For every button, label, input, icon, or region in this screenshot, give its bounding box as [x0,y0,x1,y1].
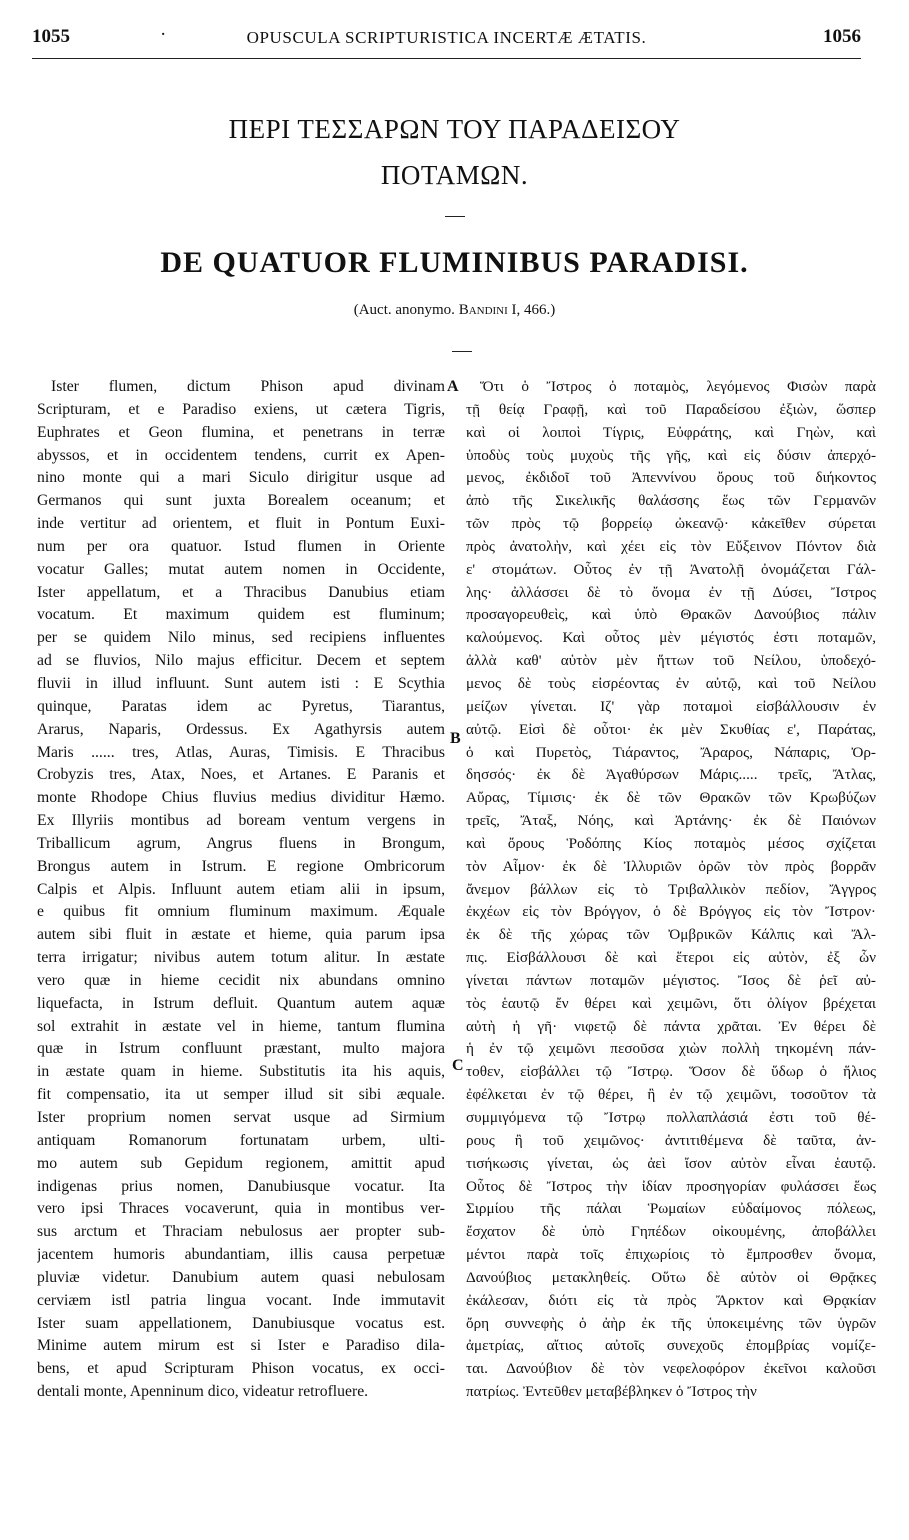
latin-text-line: bens, et apud Scripturam Phison vocatus, ex occi- [37,1360,445,1378]
greek-text-line: δησσός· ἐκ δὲ Ἀγαθύρσων Μάρις..... τρεῖς, Ἄτλας, [466,766,876,784]
latin-text-line: quinque, Paratas idem ac Pyretus, Tiarantus, [37,697,445,715]
latin-text-line: Calpis et Alpis. Influunt autem etiam alii in ipsum, [37,880,445,898]
greek-text-line: τῇ θείᾳ Γραφῇ, καὶ τοῦ Παραδείσου ἐξιὼν, ὥσπερ [466,400,876,418]
latin-text-line: nino monte qui a mari Siculo dirigitur usque ad [37,469,445,487]
latin-text-line: dentali monte, Apenninum dico, videatur retrofluere. [37,1383,369,1401]
running-title: OPUSCULA SCRIPTURISTICA INCERTÆ ÆTATIS. [246,28,647,47]
greek-text-line: τρεῖς, Ἄταξ, Νόης, καὶ Ἀρτάνης· ἐκ δὲ Παιόνων [466,812,876,830]
greek-text-line: συμμιγόμενα τῷ Ἴστρῳ πολλαπλάσιά ἐστι τοῦ θέ- [466,1109,876,1126]
greek-text-line: ὄρη συννεφὴς ὁ ἀὴρ ἐκ τῆς ὑποκειμένης τῶν ὑγρῶν [466,1314,876,1332]
header-rule [32,58,861,59]
latin-text-line: e quibus fit omnium fluminum maximum. Æquale [37,903,445,921]
margin-marker-c: C [452,1057,464,1074]
latin-text-line: indigenas prius nomen, Danubiusque vocatur. Ita [37,1177,445,1195]
greek-text-line: αὐτὴ ἡ γῆ· νιφετῷ δὲ πάντα χρᾶται. Ἐν θέρει δὲ [466,1017,876,1035]
greek-text-line: Ὅτι ὁ Ἴστρος ὁ ποταμὸς, λεγόμενος Φισὼν παρὰ [480,378,876,395]
latin-text-line: jacentem humoris abundantiam, illis causa perpetuæ [37,1246,445,1264]
latin-text-line: vocatum. Et maximum quidem est fluminum; [37,606,445,624]
greek-text-line: καὶ ὄρους Ῥοδόπης Κίος ποταμὸς μέσος σχίζεται [466,834,876,852]
latin-text-line: terra irrigatur; nivibus autem totum alitur. In æstate [37,949,445,967]
greek-text-line: ἀλλὰ καθ' αὑτὸν μὲν ἥττων τοῦ Νείλου, ὑποδεχό- [466,652,876,670]
greek-text-line: πρὸς ἀνατολὴν, καὶ χέει εἰς τὸν Εὔξεινον Πόντον διὰ [466,537,876,555]
greek-text-line: μενος, ἐκδιδοῖ τοῦ Ἀπεννίνου ὄρους τοῦ διήκοντος [466,469,876,487]
greek-text-line: αὐτῷ. Εἰσὶ δὲ οὗτοι· ἐκ μὲν Σκυθίας ε', Παράτας, [466,720,876,738]
latin-text-line: Ister proprium nomen servat usque ad Sirmium [37,1109,445,1126]
greek-text-line: ἡ ἐν τῷ χειμῶνι πεσοῦσα χιὼν πολλὴ τηκομένη πάν- [466,1040,876,1058]
latin-text-line: vero ipsi Thraces vocaverunt, quia in montibus ver- [37,1200,445,1218]
greek-text-line: καὶ οἱ λοιποὶ Τίγρις, Εὐφράτης, καὶ Γηὼν, καὶ [466,423,876,441]
latin-text-line: Germanos qui sunt juxta Borealem oceanum; et [37,492,445,510]
latin-text-line: abyssos, et in occidentem tendens, currit ex Apen- [37,446,445,464]
latin-text-line: fit compensatio, ita ut semper illud sit sibi æquale. [37,1086,445,1104]
latin-text-line: Triballicum agrum, Angrus fluens in Brongum, [37,834,445,852]
greek-text-line: τισήκωσις γίνεται, ὡς ἀεὶ ἴσον αὐτὸν εἶναι ἑαυτῷ. [466,1154,876,1172]
greek-text-line: ε' στομάτων. Οὗτος ἐν τῇ Ἀνατολῇ ὀνομάζεται Γάλ- [466,560,876,578]
greek-text-line: μενος δὲ τοὺς εἰσρέοντας ἐν αὐτῷ, καὶ τοῦ Νείλου [466,674,876,692]
greek-text-line: τῶν πρὸς τῷ βορρείῳ ὠκεανῷ· κἀκεῖθεν σύρεται [466,515,876,533]
latin-text-line: num per ora quatuor. Istud flumen in Oriente [37,537,445,555]
greek-text-line: Αὔρας, Τίμισις· ἐκ δὲ τῶν Θρακῶν τῶν Κρωβύζων [466,789,876,807]
latin-text-line: per se quidem Nilo minus, sed recipiens influentes [37,629,445,647]
greek-text-line: ἐκάλεσαν, διότι εἰς τὰ πρὸς Ἄρκτον καὶ Θρᾳκίαν [466,1291,876,1309]
latin-text-line: Crobyzis tres, Atax, Noes, et Artanes. E Paranis et [37,766,445,784]
page-number-right: 1056 [823,26,861,47]
greek-text-line: Δανούβιος μετακληθείς. Οὕτω δὲ αὐτὸν οἱ Θρᾷκες [466,1268,876,1286]
latin-text-line: vero quæ in hieme cecidit nix abundans omnino [37,971,445,989]
latin-text-line: Ister appellatum, et a Thracibus Danubius etiam [37,583,445,601]
greek-text-line: Οὗτος δὲ Ἴστρος τὴν ἰδίαν προσηγορίαν φυλάσσει ἕως [466,1177,876,1195]
greek-text-line: ἔσχατον δὲ ὑπὸ Γηπέδων οἰκουμένης, ἀποβάλλει [466,1223,876,1241]
latin-text-line: Scripturam, et e Paradiso exiens, ut cætera Tigris, [37,400,445,418]
margin-marker-a: A [447,378,459,395]
latin-text-line: pluviæ videtur. Danubium autem quasi nebulosam [37,1268,445,1286]
greek-text-line: ἀμετρίας, αἴτιος αὐτοῖς συνεχοῦς ἐπομβρίας νομίζε- [466,1337,876,1355]
greek-text-line: Σιρμίου τῆς πάλαι Ῥωμαίων εὐδαίμονος πόλεως, [466,1200,876,1218]
source-name: Bandini [458,302,508,318]
latin-text-line: Ararus, Naparis, Ordessus. Ex Agathyrsis autem [37,720,445,738]
greek-column [466,376,876,1404]
latin-column [37,376,445,1404]
latin-text-line: cerviæm istl patria lingua vocant. Inde immutavit [37,1291,445,1309]
greek-text-line: ἐφέλκεται ἐν τῷ θέρει, ἢ ἐν τῷ χειμῶνι, τοσοῦτον τὰ [466,1086,876,1104]
running-header [32,26,861,54]
latin-text-line: Ister suam appellationem, Danubiusque vocatus est. [37,1314,445,1332]
source-suffix: I, 466.) [511,302,556,318]
latin-text-line: quæ in Istrum confluunt præstant, multo majora [37,1040,445,1058]
latin-text-line: sus arctum et Thraciam nebulosus aer propter sub- [37,1223,445,1241]
greek-text-line: λης· ἀλλάσσει δὲ τὸ ὄνομα ἐν τῇ Δύσει, Ἴστρος [466,583,876,601]
latin-text-line: autem sibi fluit in æstate et hieme, quia parum ipsa [37,926,445,944]
greek-text-line: ται. Δανούβιον δὲ τὸν νεφελοφόρον ἐκεῖνοι καλοῦσι [466,1360,876,1378]
latin-text-line: Ex Illyriis montibus ad boream ventum vergens in [37,812,445,830]
greek-text-line: καλούμενος. Καὶ οὗτος μὲν μέγιστός ἐστι ποταμῶν, [466,629,876,647]
margin-marker-b: B [450,730,461,747]
greek-title-line-2: ΠΟΤΑΜΩΝ. [380,160,529,190]
greek-text-line: τὸν Αἷμον· ἐκ δὲ Ἰλλυριῶν ὀρῶν τὸν πρὸς βορρᾶν [466,857,876,875]
greek-text-line: ἀπὸ τῆς Σικελικῆς θαλάσσης ἕως τῶν Γερμανῶν [466,492,876,510]
latin-text-line: Minime autem mirum est si Ister e Paradiso dila- [37,1337,445,1355]
greek-text-line: πις. Εἰσβάλλουσι δὲ καὶ ἕτεροι εἰς αὐτὸν, ἐξ ὧν [466,949,876,967]
greek-text-line: ὁ καὶ Πυρετὸς, Τιάραντος, Ἄραρος, Νάπαρις, Ὀρ- [466,743,876,761]
source-citation [0,302,909,319]
source-prefix: (Auct. anonymo. [353,302,455,318]
separator-dash [445,216,465,217]
latin-text-line: vocatur Galles; mutat autem nomen in Occidente, [37,560,445,578]
greek-text-line: τοθεν, εἰσβάλλει τῷ Ἴστρῳ. Ὅσον δὲ ὕδωρ ὁ ἥλιος [466,1063,876,1081]
greek-text-line: τὸς ἑαυτῷ ἔν θέρει καὶ χειμῶνι, ὅτι ὀλίγον βρέχεται [466,994,876,1012]
latin-text-line: inde vertitur ad orientem, et fluit in Pontum Euxi- [37,515,445,533]
greek-text-line: μέντοι παρὰ τοῖς ἐπιχωρίοις τὸ ἔμπροσθεν ὄνομα, [466,1246,876,1264]
greek-text-line: ἄνεμον βάλλων εἰς τὸ Τριβαλλικὸν πεδίον, Ἄγγρος [466,880,876,898]
latin-text-line: in æstate quam in hieme. Substitutis ita his aquis, [37,1063,445,1081]
greek-text-line: ρους ἢ τοῦ χειμῶνος· ἀντιτιθέμενα δὲ ταῦτα, ἀν- [466,1131,876,1149]
latin-text-line: Maris ...... tres, Atlas, Auras, Timisis. E Thracibus [37,743,445,761]
latin-text-line: mo autem sub Gepidum regionem, amittit apud [37,1154,445,1172]
page-number-left: 1055 [32,26,70,47]
greek-title-line-1: ΠΕΡΙ ΤΕΣΣΑΡΩΝ ΤΟΥ ΠΑΡΑΔΕΙΣΟΥ [228,114,681,144]
greek-text-line: ὑποδὺς τοὺς μυχοὺς τῆς γῆς, καὶ εἰς δύσιν ἀπερχό- [466,446,876,464]
header-dot: · [160,24,167,45]
latin-text-line: antiquam Romanorum fortunatam urbem, ulti- [37,1131,445,1149]
greek-text-line: γίνεται πάντων ποταμῶν μέγιστος. Ἴσος δὲ ῥεῖ αὐ- [466,971,876,989]
greek-text-line: μείζων γίνεται. Ιζ' γὰρ ποταμοὶ εἰσβάλλουσιν ἐν [466,697,876,715]
latin-text-line: Ister flumen, dictum Phison apud divinam [51,378,445,395]
latin-text-line: monte Rhodope Chius fluvius medius dividitur Hæmo. [37,789,445,807]
latin-title: DE QUATUOR FLUMINIBUS PARADISI. [160,246,749,279]
latin-text-line: fluvii in illud influunt. Sunt autem isti : E Scythia [37,674,445,692]
greek-text-line: ἐκ δὲ τῆς χώρας τῶν Ὀμβρικῶν Κάλπις καὶ Ἄλ- [466,926,876,944]
latin-text-line: ad se fluvios, Nilo majus efficitur. Decem et septem [37,652,445,670]
latin-text-line: sol extrahit in æstate vel in hieme, tantum flumina [37,1017,445,1035]
latin-text-line: liquefacta, in Istrum defluit. Quantum autem aquæ [37,994,445,1012]
latin-text-line: Brongus autem in Istrum. E regione Ombricorum [37,857,445,875]
greek-text-line: πατρίως. Ἐντεῦθεν μεταβέβληκεν ὁ Ἴστρος τὴν [466,1383,757,1401]
greek-text-line: προσαγορευθεὶς, καὶ ὑπὸ Θρακῶν Δανούβιος πάλιν [466,606,876,624]
latin-text-line: Euphrates et Geon flumina, et penetrans in terræ [37,423,445,441]
greek-text-line: ἐκχέων εἰς τὸν Βρόγγον, ὁ δὲ Βρόγγος εἰς τὸν Ἴστρον· [466,903,876,921]
separator-dash [452,351,472,352]
